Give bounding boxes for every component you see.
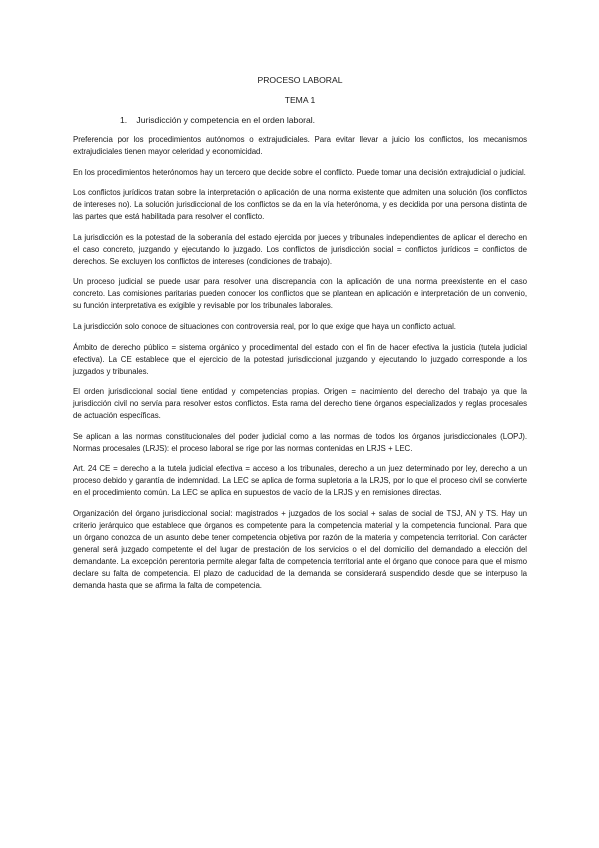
- paragraph-9: Se aplican a las normas constitucionales del poder judicial como a las normas de todos los órganos jurisdiccionales (LOPJ). Normas procesales (LRJS): el proceso laboral se rige por las normas contenidas en LRJS + LEC.: [73, 431, 527, 453]
- paragraph-7: Ámbito de derecho público = sistema orgánico y procedimental del estado con el fin de hacer efectiva la justicia (tutela judicial efectiva). La CE establece que el ejercicio de la potestad jurisdiccional juzgando y ejecutando lo juzgado corresponde a los juzgados y tribunales.: [73, 342, 527, 376]
- paragraph-1: Preferencia por los procedimientos autónomos o extrajudiciales. Para evitar llevar a juicio los conflictos, los mecanismos extrajudiciales tienen mayor celeridad y economicidad.: [73, 135, 527, 156]
- document-subtitle: TEMA 1: [284, 95, 316, 105]
- paragraph-5: Un proceso judicial se puede usar para resolver una discrepancia con la aplicación de una norma preexistente en el caso concreto. Las comisiones paritarias pueden conocer los conflictos que se plantean en aplicación e interpretación de un convenio, su función interpretativa es exigible y revisable por los tribunales laborales.: [73, 277, 527, 311]
- paragraph-8: El orden jurisdiccional social tiene entidad y competencias propias. Origen = nacimiento del derecho del trabajo ya que la jurisdicción civil no servía para resolver estos conflictos. Esta rama del derecho tiene órganos especializados y reglas procesales de actuación específicas.: [73, 387, 527, 421]
- section-heading: [73, 114, 527, 126]
- paragraph-6: La jurisdicción solo conoce de situaciones con controversia real, por lo que exige que haya un conflicto actual.: [73, 321, 456, 331]
- paragraph-10: Art. 24 CE = derecho a la tutela judicial efectiva = acceso a los tribunales, derecho a un juez determinado por ley, derecho a un proceso debido y garantía de indemnidad. La LEC se aplica de forma supletoria a la LRJS, por lo que el proceso civil se convierte en el procedimiento común. La LEC se aplica en supuestos de vacío de la LRJS y en remisiones directas.: [73, 464, 527, 498]
- section-number: 1.: [120, 115, 128, 125]
- paragraph-3: Los conflictos jurídicos tratan sobre la interpretación o aplicación de una norma existente que admiten una solución (los conflictos de intereses no). La solución jurisdiccional de los conflictos se da en la vía heterónoma, y es decidida por una persona distinta de las partes que está habilitada para resolver el conflicto.: [73, 188, 527, 222]
- paragraph-11: Organización del órgano jurisdiccional social: magistrados + juzgados de los social + salas de social de TSJ, AN y TS. Hay un criterio jerárquico que establece que órganos es competente para la competencia material y la competencia funcional. Para que un órgano conozca de un asunto debe tener competencia objetiva por razón de la materia y competencia territorial. Con carácter general será juzgado competente el del lugar de prestación de los servicios o el del domicilio del demandado a elección del demandante. La excepción perentoria permite alegar falta de competencia territorial ante el órgano que conoce para que el mismo declare su falta de competencia. El plazo de caducidad de la demanda se considerará suspendido desde que se interpuso la demanda hasta que se afirma la falta de competencia.: [73, 508, 527, 590]
- paragraph-2: En los procedimientos heterónomos hay un tercero que decide sobre el conflicto. Puede tomar una decisión extrajudicial o judicial.: [73, 167, 526, 177]
- document-title: PROCESO LABORAL: [257, 75, 343, 85]
- paragraph-4: La jurisdicción es la potestad de la soberanía del estado ejercida por jueces y tribunales independientes de aplicar el derecho en el caso concreto, juzgando y ejecutando lo juzgado. Los conflictos de jurisdicción social = conflictos jurídicos = conflictos de derechos. Se excluyen los conflictos de intereses (condiciones de trabajo).: [73, 232, 527, 266]
- section-heading-text: Jurisdicción y competencia en el orden laboral.: [136, 115, 316, 125]
